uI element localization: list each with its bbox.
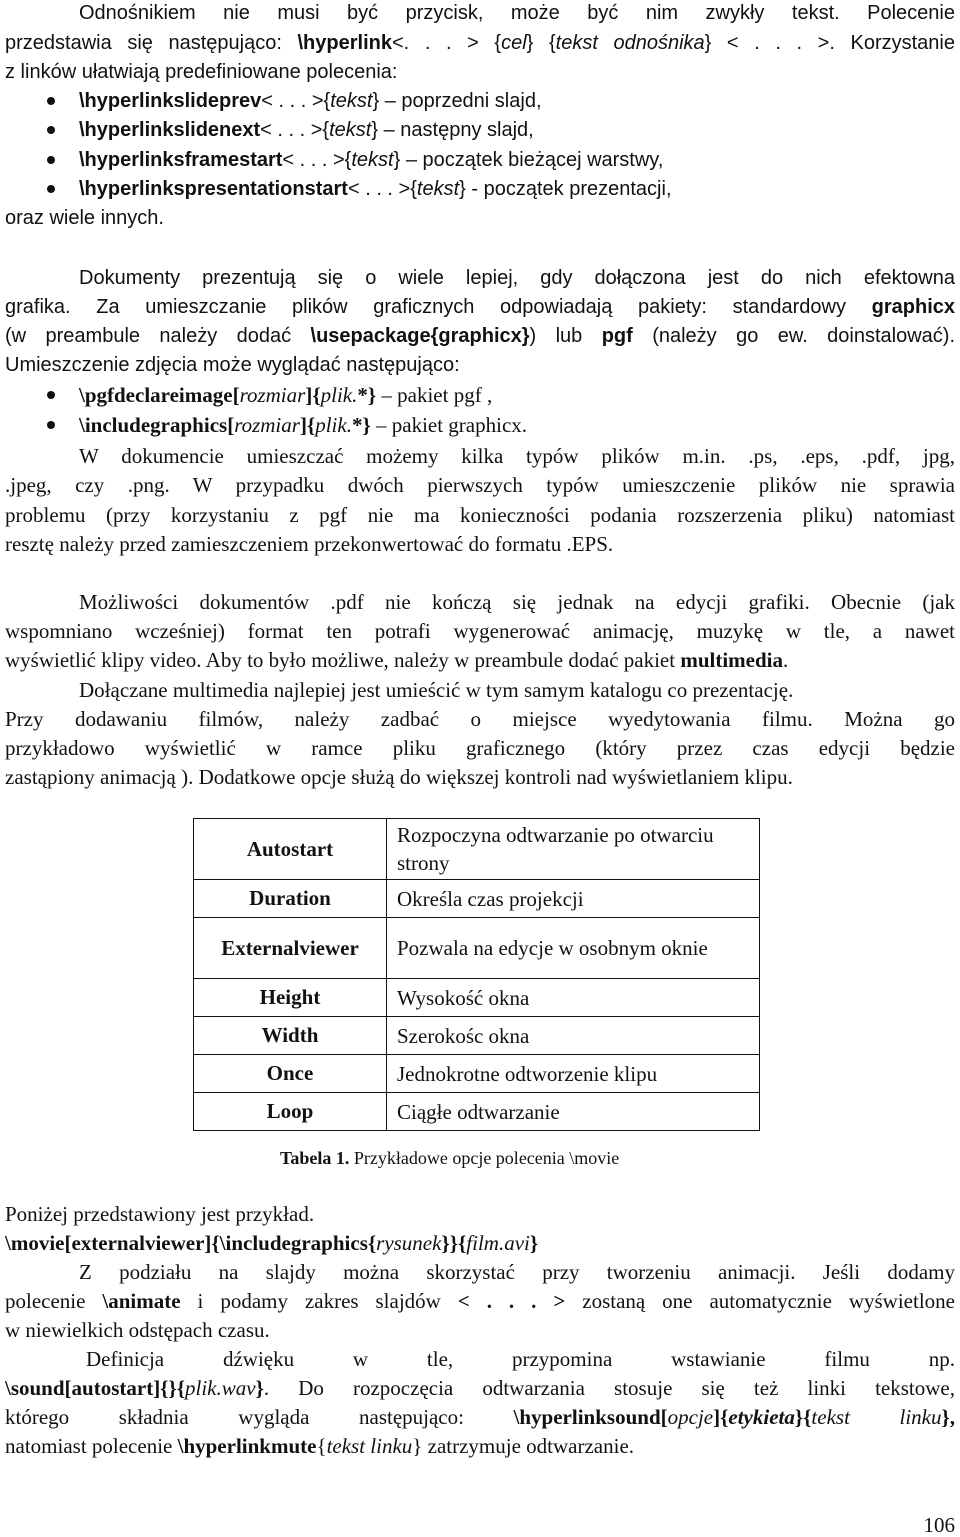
argument: plik. xyxy=(320,383,358,407)
command-name: \hyperlinkslideprev xyxy=(79,90,262,112)
text-run: zostaną one automatycznie wyświetlone xyxy=(565,1289,955,1313)
command-name: \hyperlinksound[ xyxy=(513,1405,668,1429)
list-item xyxy=(79,88,955,114)
option-name: Width xyxy=(194,1017,387,1055)
table-row xyxy=(194,1055,760,1093)
bullet-icon xyxy=(47,185,55,193)
text-run: ) lub xyxy=(529,325,602,347)
description: – poprzedni slajd, xyxy=(379,90,542,112)
bullet-icon xyxy=(47,421,55,429)
text-run: ]{ xyxy=(713,1405,729,1429)
table-row xyxy=(194,819,760,880)
argument: plik.wav xyxy=(185,1376,256,1400)
page-number: 106 xyxy=(923,1513,955,1537)
option-name: Duration xyxy=(194,880,387,918)
text-line: oraz wiele innych. xyxy=(5,207,164,229)
option-description: Wysokość okna xyxy=(387,979,760,1017)
text-run: } xyxy=(529,1231,539,1255)
list-item xyxy=(79,117,955,143)
text-run: { xyxy=(316,1434,327,1458)
list-item xyxy=(79,176,955,202)
command-name: \hyperlink xyxy=(297,32,392,54)
table-row xyxy=(194,979,760,1017)
bullet-icon xyxy=(47,97,55,105)
argument: opcje xyxy=(667,1405,714,1429)
text-run: } xyxy=(393,149,401,171)
command-name: \sound[autostart]{}{ xyxy=(5,1376,186,1400)
text-line: Umieszczenie zdjęcia może wyglądać następująco: xyxy=(5,354,460,376)
text-line xyxy=(5,1230,955,1256)
option-name: Externalviewer xyxy=(194,918,387,979)
text-line: Z podziału na slajdy można skorzystać przy tworzeniu animacji. Jeśli dodamy xyxy=(79,1260,955,1284)
option-name: Loop xyxy=(194,1093,387,1131)
text-run: zatrzymuje odtwarzanie. xyxy=(422,1434,635,1458)
argument: tekst linku xyxy=(811,1405,942,1429)
text-run: }{ xyxy=(794,1405,812,1429)
argument: tekst xyxy=(329,119,372,141)
text-run: < . . . > xyxy=(457,1289,566,1313)
option-description: Rozpoczyna odtwarzanie po otwarciu strony xyxy=(387,819,760,880)
argument: tekst linku xyxy=(326,1434,413,1458)
description: – pakiet graphicx. xyxy=(370,413,528,437)
command-name: \hyperlinksframestart xyxy=(79,149,283,171)
text-run: } xyxy=(372,90,380,112)
bullet-icon xyxy=(47,126,55,134)
text-run: } xyxy=(255,1376,264,1400)
text-run: którego składnia wygląda następująco: xyxy=(5,1405,514,1429)
text-run: *} xyxy=(357,383,377,407)
option-description: Szerokośc okna xyxy=(387,1017,760,1055)
text-run: < . . . >{ xyxy=(347,178,417,200)
list-item xyxy=(79,147,955,173)
argument: cel xyxy=(501,32,527,54)
table-row xyxy=(194,1017,760,1055)
list-item xyxy=(79,382,955,408)
description: – pakiet pgf , xyxy=(376,383,493,407)
text-line: Możliwości dokumentów .pdf nie kończą się jednak na edycji grafiki. Obecnie (jak xyxy=(79,590,955,614)
text-line xyxy=(5,1375,955,1401)
text-line: wspomniano wcześniej) format ten potrafi wygenerować animację, muzykę w tle, a nawet xyxy=(5,619,955,643)
text-run: ]{ xyxy=(305,383,321,407)
text-run: *} xyxy=(351,413,371,437)
option-description: Określa czas projekcji xyxy=(387,880,760,918)
description: - początek prezentacji, xyxy=(465,178,672,200)
text-line xyxy=(5,1404,955,1430)
text-run: <. . . > { xyxy=(391,32,502,54)
option-description: Jednokrotne odtworzenie klipu xyxy=(387,1055,760,1093)
command-name: \animate xyxy=(102,1289,181,1313)
text-run: grafika. Za umieszczanie plików graficznych odpowiadają pakiety: standardowy xyxy=(5,296,872,318)
text-line: Przy dodawaniu filmów, należy zadbać o miejsce wyedytowania filmu. Można go xyxy=(5,707,955,731)
text-run: }}{ xyxy=(441,1231,467,1255)
option-description: Ciągłe odtwarzanie xyxy=(387,1093,760,1131)
command-name: \includegraphics[ xyxy=(79,413,235,437)
text-run: i podamy zakres slajdów xyxy=(180,1289,458,1313)
table-row xyxy=(194,880,760,918)
package-name: pgf xyxy=(601,325,633,347)
text-run: . Do rozpoczęcia odtwarzania stosuje się też linki tekstowe, xyxy=(263,1376,955,1400)
text-line: .jpeg, czy .png. W przypadku dwóch pierwszych typów umieszczenie plików nie sprawia xyxy=(5,473,955,497)
text-line xyxy=(5,647,955,673)
text-line xyxy=(5,323,955,349)
table-caption xyxy=(280,1146,619,1170)
description: – następny slajd, xyxy=(378,119,534,141)
text-line: Definicja dźwięku w tle, przypomina wstawianie filmu np. xyxy=(86,1347,955,1371)
text-line xyxy=(5,30,955,56)
text-run: < . . . >{ xyxy=(261,90,331,112)
text-run: < . . . >{ xyxy=(282,149,352,171)
text-line: zastąpiony animacją ). Dodatkowe opcje służą do większej kontroli nad wyświetlaniem klipu. xyxy=(5,765,793,789)
argument: rysunek xyxy=(376,1231,442,1255)
argument: etykieta xyxy=(728,1405,795,1429)
argument: rozmiar xyxy=(239,383,306,407)
text-line: W dokumencie umieszczać możemy kilka typów plików m.in. .ps, .eps, .pdf, jpg, xyxy=(79,444,955,468)
list-item xyxy=(79,412,955,438)
text-run: } xyxy=(371,119,379,141)
text-run: ]{ xyxy=(299,413,316,437)
text-line: z linków ułatwiają predefiniowane polecenia: xyxy=(5,61,398,83)
option-name: Autostart xyxy=(194,819,387,880)
command-name: \hyperlinkmute xyxy=(177,1434,317,1458)
text-run: polecenie xyxy=(5,1289,103,1313)
text-run: przedstawia się następująco: xyxy=(5,32,298,54)
argument: tekst xyxy=(416,178,460,200)
argument: tekst xyxy=(330,90,373,112)
argument: tekst odnośnika xyxy=(555,32,705,54)
movie-options-table xyxy=(193,818,760,1131)
argument: film.avi xyxy=(466,1231,530,1255)
table-row xyxy=(194,918,760,979)
command-name: \usepackage{graphicx} xyxy=(310,325,530,347)
description: – początek bieżącej warstwy, xyxy=(400,149,664,171)
text-run: }, xyxy=(941,1405,955,1429)
argument: rozmiar xyxy=(234,413,300,437)
text-run: natomiast polecenie xyxy=(5,1434,178,1458)
text-run: Odnośnikiem nie musi być przycisk, może być nim zwykły tekst. Polecenie xyxy=(79,2,955,24)
text-line: Dołączane multimedia najlepiej jest umieścić w tym samym katalogu co prezentację. xyxy=(79,678,794,702)
text-run: . xyxy=(783,648,789,672)
package-name: graphicx xyxy=(871,296,955,318)
text-run: } < . . . >. Korzystanie xyxy=(704,32,955,54)
command-name: \hyperlinkslidenext xyxy=(79,119,261,141)
command-name: \pgfdeclareimage[ xyxy=(79,383,240,407)
text-run: wyświetlić klipy video. Aby to było możliwe, należy w preambule dodać pakiet xyxy=(5,648,681,672)
text-line xyxy=(5,1288,955,1314)
bullet-icon xyxy=(47,156,55,164)
text-run: (należy go ew. doinstalować). xyxy=(632,325,955,347)
package-name: multimedia xyxy=(680,648,784,672)
caption-label: Tabela 1. xyxy=(280,1148,350,1168)
text-line: Dokumenty prezentują się o wiele lepiej, gdy dołączona jest do nich efektowna xyxy=(79,267,955,289)
text-line xyxy=(5,294,955,320)
command-name: \hyperlinkspresentationstart xyxy=(79,178,348,200)
text-line xyxy=(79,0,955,26)
command-name: \movie[externalviewer]{\includegraphics{ xyxy=(5,1231,377,1255)
text-line: resztę należy przed zamieszczeniem przekonwertować do formatu .EPS. xyxy=(5,532,614,556)
text-line: przykładowo wyświetlić w ramce pliku graficznego (który przez czas edycji będzie xyxy=(5,736,955,760)
text-line: problemu (przy korzystaniu z pgf nie ma konieczności podania rozszerzenia pliku) natomiast xyxy=(5,503,955,527)
caption-text: Przykładowe opcje polecenia \movie xyxy=(349,1148,620,1168)
text-run: } xyxy=(459,178,466,200)
text-line: w niewielkich odstępach czasu. xyxy=(5,1318,270,1342)
option-name: Once xyxy=(194,1055,387,1093)
text-run: < . . . >{ xyxy=(260,119,330,141)
argument: tekst xyxy=(351,149,394,171)
argument: plik. xyxy=(315,413,352,437)
bullet-icon xyxy=(47,391,55,399)
text-run: } { xyxy=(526,32,556,54)
option-name: Height xyxy=(194,979,387,1017)
text-run: } xyxy=(412,1434,423,1458)
table-row xyxy=(194,1093,760,1131)
text-line xyxy=(5,1433,955,1459)
text-run: (w preambule należy dodać xyxy=(5,325,311,347)
text-line: Poniżej przedstawiony jest przykład. xyxy=(5,1202,315,1226)
option-description: Pozwala na edycje w osobnym oknie xyxy=(387,918,760,979)
